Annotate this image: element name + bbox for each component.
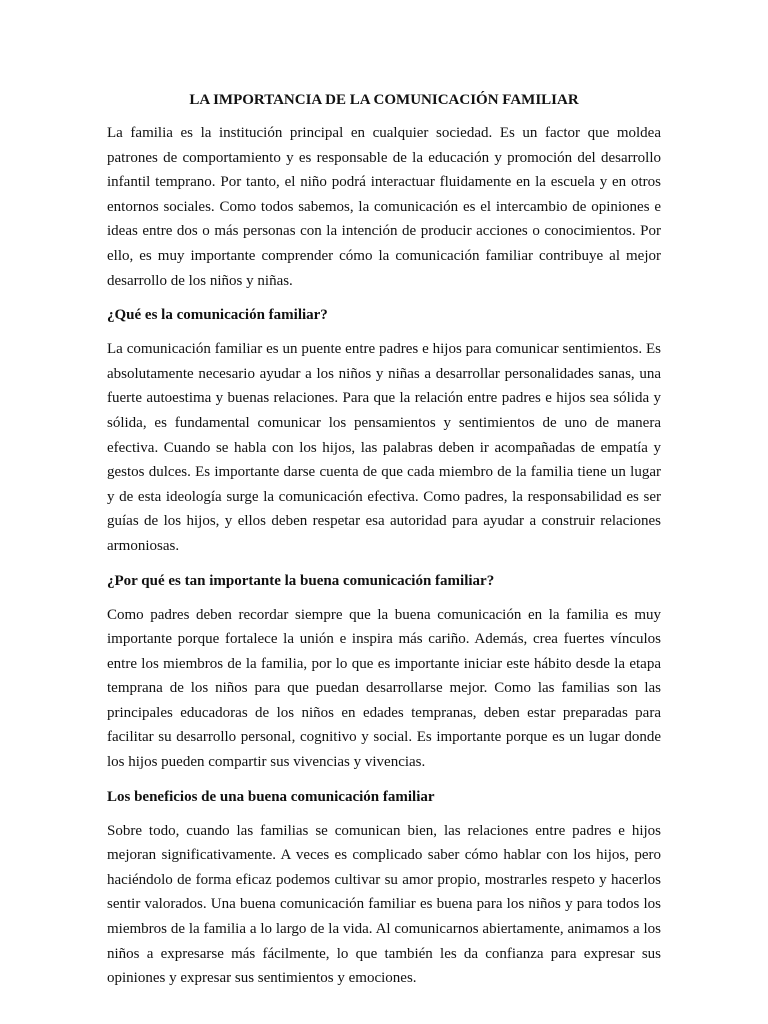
section-body-why-important: Como padres deben recordar siempre que la buena comunicación en la familia es muy importante porque fortalece la unión e inspira más cariño. Además, crea fuertes vínculos entre los miembros de la familia, por lo que es importante iniciar este hábito desde la etapa temprana de los niños para que puedan desarrollarse mejor. Como las familias son las principales educadoras de los niños en edades tempranas, deben estar preparadas para facilitar su desarrollo personal, cognitivo y social. Es importante porque es un lugar donde los hijos pueden compartir sus vivencias y vivencias. xyxy=(107,606,661,771)
section-heading-benefits: Los beneficios de una buena comunicación familiar xyxy=(107,788,435,805)
section-body-what-is: La comunicación familiar es un puente entre padres e hijos para comunicar sentimientos. Es absolutamente necesario ayudar a los niños y niñas a desarrollar personalidades sanas, una fuerte autoestima y buenas relaciones. Para que la relación entre padres e hijos sea sólida y sólida, es fundamental comunicar los pensamientos y sentimientos de uno de manera efectiva. Cuando se habla con los hijos, las palabras deben ir acompañadas de empatía y gestos dulces. Es importante darse cuenta de que cada miembro de la familia tiene un lugar y de esta ideología surge la comunicación efectiva. Como padres, la responsabilidad es ser guías de los hijos, y ellos deben respetar esa autoridad para ayudar a construir relaciones armoniosas. xyxy=(107,341,661,554)
document-title: LA IMPORTANCIA DE LA COMUNICACIÓN FAMILIAR xyxy=(189,92,579,108)
section-body-benefits: Sobre todo, cuando las familias se comunican bien, las relaciones entre padres e hijos mejoran significativamente. A veces es complicado saber cómo hablar con los hijos, pero haciéndolo de forma eficaz podemos cultivar su amor propio, mostrarles respeto y hacerlos sentir valorados. Una buena comunicación familiar es buena para los niños y para todos los miembros de la familia a lo largo de la vida. Al comunicarnos abiertamente, animamos a los niños a expresarse más fácilmente, lo que también les da confianza para expresar sus opiniones y expresar sus sentimientos y emociones. xyxy=(107,822,661,987)
section-heading-what-is: ¿Qué es la comunicación familiar? xyxy=(107,307,328,324)
intro-paragraph: La familia es la institución principal en cualquier sociedad. Es un factor que moldea patrones de comportamiento y es responsable de la educación y promoción del desarrollo infantil temprano. Por tanto, el niño podrá interactuar fluidamente en la escuela y en otros entornos sociales. Como todos sabemos, la comunicación es el intercambio de opiniones e ideas entre dos o más personas con la intención de producir acciones o conocimientos. Por ello, es muy importante comprender cómo la comunicación familiar contribuye al mejor desarrollo de los niños y niñas. xyxy=(107,125,661,289)
section-heading-why-important: ¿Por qué es tan importante la buena comunicación familiar? xyxy=(107,572,495,589)
